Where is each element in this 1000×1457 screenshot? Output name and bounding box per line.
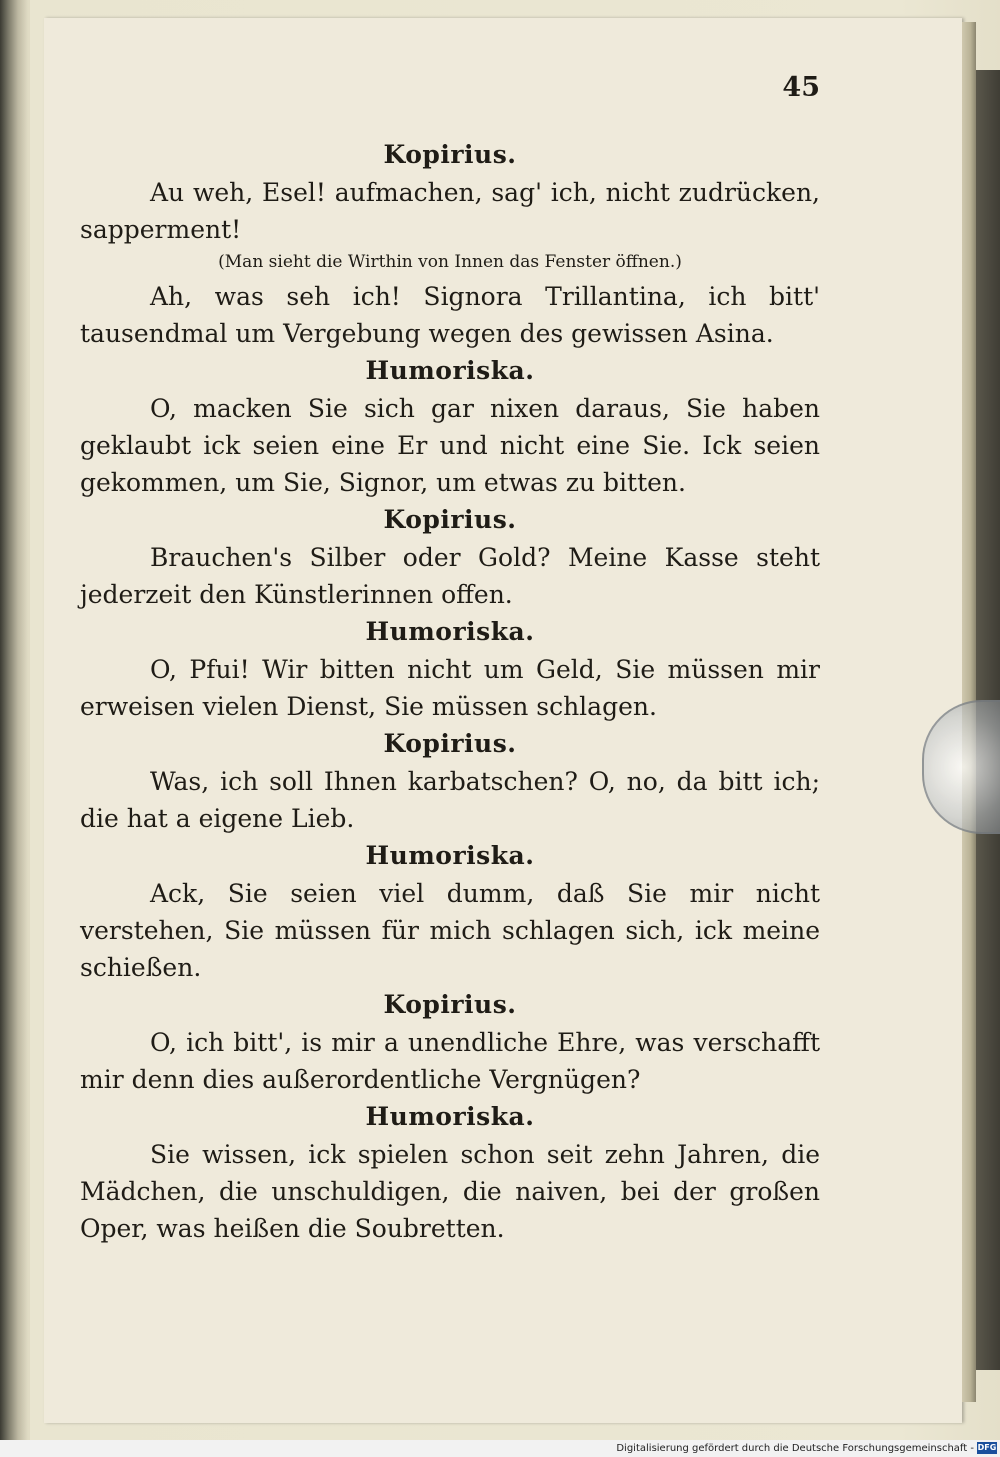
digitization-footer — [0, 1440, 1000, 1457]
binding-edge — [0, 0, 30, 1440]
speaker-name: Kopirius. — [383, 140, 517, 169]
stage-direction: (Man sieht die Wirthin von Innen das Fenster öffnen.) — [218, 252, 682, 272]
speaker-name: Kopirius. — [383, 729, 517, 758]
dialogue-paragraph: O, ich bitt', is mir a unendliche Ehre, was verschafft mir denn dies außerordentliche Vergnügen? — [80, 1028, 820, 1094]
speaker-name: Humoriska. — [365, 356, 535, 385]
dialogue-paragraph: Au weh, Esel! aufmachen, sag' ich, nicht zudrücken, sapperment! — [80, 178, 820, 244]
dialogue-paragraph: Ack, Sie seien viel dumm, daß Sie mir nicht verstehen, Sie müssen für mich schlagen sich, ick meine schießen. — [80, 879, 820, 982]
footer-credit: Digitalisierung gefördert durch die Deutsche Forschungsgemeinschaft - — [616, 1443, 974, 1454]
dfg-logo: DFG — [977, 1443, 997, 1452]
speaker-name: Humoriska. — [365, 841, 535, 870]
speaker-name: Humoriska. — [365, 617, 535, 646]
dialogue-paragraph: O, Pfui! Wir bitten nicht um Geld, Sie müssen mir erweisen vielen Dienst, Sie müssen schlagen. — [80, 655, 820, 721]
speaker-name: Kopirius. — [383, 990, 517, 1019]
dialogue-paragraph: O, macken Sie sich gar nixen daraus, Sie haben geklaubt ick seien eine Er und nicht eine Sie. Ick seien gekommen, um Sie, Signor, um etwas zu bitten. — [80, 394, 820, 497]
speaker-name: Kopirius. — [383, 505, 517, 534]
dialogue-paragraph: Was, ich soll Ihnen karbatschen? O, no, da bitt ich; die hat a eigene Lieb. — [80, 767, 820, 833]
page-content — [80, 60, 820, 1247]
page-number: 45 — [782, 72, 820, 103]
dialogue-paragraph: Ah, was seh ich! Signora Trillantina, ich bitt' tausendmal um Vergebung wegen des gewissen Asina. — [80, 282, 820, 348]
speaker-name: Humoriska. — [365, 1102, 535, 1131]
dialogue-paragraph: Brauchen's Silber oder Gold? Meine Kasse steht jederzeit den Künstlerinnen offen. — [80, 543, 820, 609]
dialogue-paragraph: Sie wissen, ick spielen schon seit zehn Jahren, die Mädchen, die unschuldigen, die naiven, bei der großen Oper, was heißen die Soubretten. — [80, 1140, 820, 1243]
